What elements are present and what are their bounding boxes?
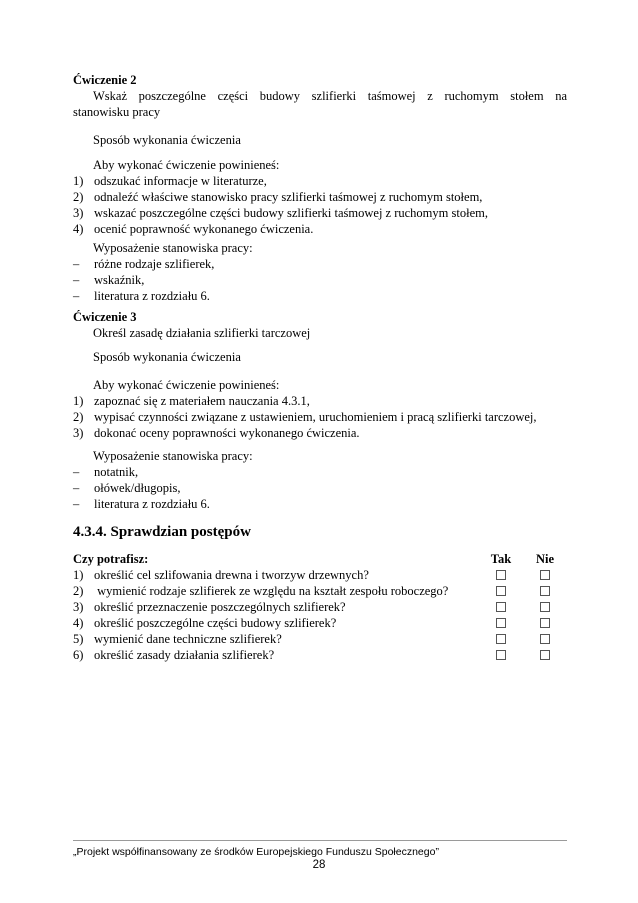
question-row: 3) określić przeznaczenie poszczególnych szlifierek?: [73, 599, 567, 615]
list-item: 3) wskazać poszczególne części budowy szlifierki taśmowej z ruchomym stołem,: [73, 206, 488, 220]
steps-intro: Aby wykonać ćwiczenie powinieneś:: [93, 378, 280, 392]
yes-checkbox[interactable]: [496, 602, 506, 612]
exercise-2: [73, 72, 567, 120]
list-item: 2) odnaleźć właściwe stanowisko pracy szlifierki taśmowej z ruchomym stołem,: [73, 190, 483, 204]
list-item: 4) ocenić poprawność wykonanego ćwiczenia.: [73, 222, 314, 236]
no-checkbox[interactable]: [540, 570, 550, 580]
list-item: 2) wypisać czynności związane z ustawieniem, uruchomieniem i pracą szlifierki tarczowej,: [73, 410, 537, 424]
equipment-title: Wyposażenie stanowiska pracy:: [93, 241, 253, 255]
exercise-2-task-line2: stanowisku pracy: [73, 105, 161, 119]
list-item: – notatnik,: [73, 465, 139, 479]
exercise-2-method: Sposób wykonania ćwiczenia: [93, 133, 241, 147]
list-item: – literatura z rozdziału 6.: [73, 289, 210, 303]
question-head: Czy potrafisz:: [73, 552, 149, 566]
self-check-table: [73, 550, 567, 663]
exercise-3-method: Sposób wykonania ćwiczenia: [93, 350, 241, 364]
question-row: 1) określić cel szlifowania drewna i tworzyw drzewnych?: [73, 567, 567, 583]
list-item: – literatura z rozdziału 6.: [73, 497, 210, 511]
question-row: 5) wymienić dane techniczne szlifierek?: [73, 631, 567, 647]
question-row: 6) określić zasady działania szlifierek?: [73, 647, 567, 663]
page-number: 28: [312, 859, 326, 871]
list-item: – ołówek/długopis,: [73, 481, 181, 495]
equipment-title: Wyposażenie stanowiska pracy:: [93, 449, 253, 463]
no-checkbox[interactable]: [540, 650, 550, 660]
yes-checkbox[interactable]: [496, 586, 506, 596]
exercise-3-steps: [73, 377, 567, 441]
exercise-3-task: Określ zasadę działania szlifierki tarczowej: [93, 326, 311, 340]
no-checkbox[interactable]: [540, 634, 550, 644]
footer-divider: [73, 840, 567, 841]
exercise-2-steps: [73, 157, 567, 237]
list-item: 3) dokonać oceny poprawności wykonanego ćwiczenia.: [73, 426, 360, 440]
list-item: – wskaźnik,: [73, 273, 145, 287]
footer-text: „Projekt współfinansowany ze środków Europejskiego Funduszu Społecznego”: [73, 846, 439, 858]
exercise-2-title: Ćwiczenie 2: [73, 73, 137, 87]
self-check-header: [73, 550, 567, 567]
yes-checkbox[interactable]: [496, 634, 506, 644]
list-item: – różne rodzaje szlifierek,: [73, 257, 215, 271]
list-item: 1) odszukać informacje w literaturze,: [73, 174, 267, 188]
no-column-header: Nie: [535, 552, 555, 566]
exercise-3: [73, 309, 567, 341]
no-checkbox[interactable]: [540, 586, 550, 596]
question-row: 4) określić poszczególne części budowy szlifierek?: [73, 615, 567, 631]
steps-intro: Aby wykonać ćwiczenie powinieneś:: [93, 158, 280, 172]
question-row: 2) wymienić rodzaje szlifierek ze względu na kształt zespołu roboczego?: [73, 583, 567, 599]
exercise-2-task-line1: Wskaż poszczególne części budowy szlifierki taśmowej z ruchomym stołem na: [93, 89, 567, 103]
list-item: 1) zapoznać się z materiałem nauczania 4.3.1,: [73, 394, 310, 408]
yes-column-header: Tak: [490, 552, 512, 566]
exercise-2-equipment: [73, 240, 567, 304]
section-heading: 4.3.4. Sprawdzian postępów: [73, 524, 251, 540]
exercise-3-title: Ćwiczenie 3: [73, 310, 137, 324]
no-checkbox[interactable]: [540, 602, 550, 612]
yes-checkbox[interactable]: [496, 618, 506, 628]
yes-checkbox[interactable]: [496, 650, 506, 660]
no-checkbox[interactable]: [540, 618, 550, 628]
yes-checkbox[interactable]: [496, 570, 506, 580]
exercise-3-equipment: [73, 448, 567, 512]
